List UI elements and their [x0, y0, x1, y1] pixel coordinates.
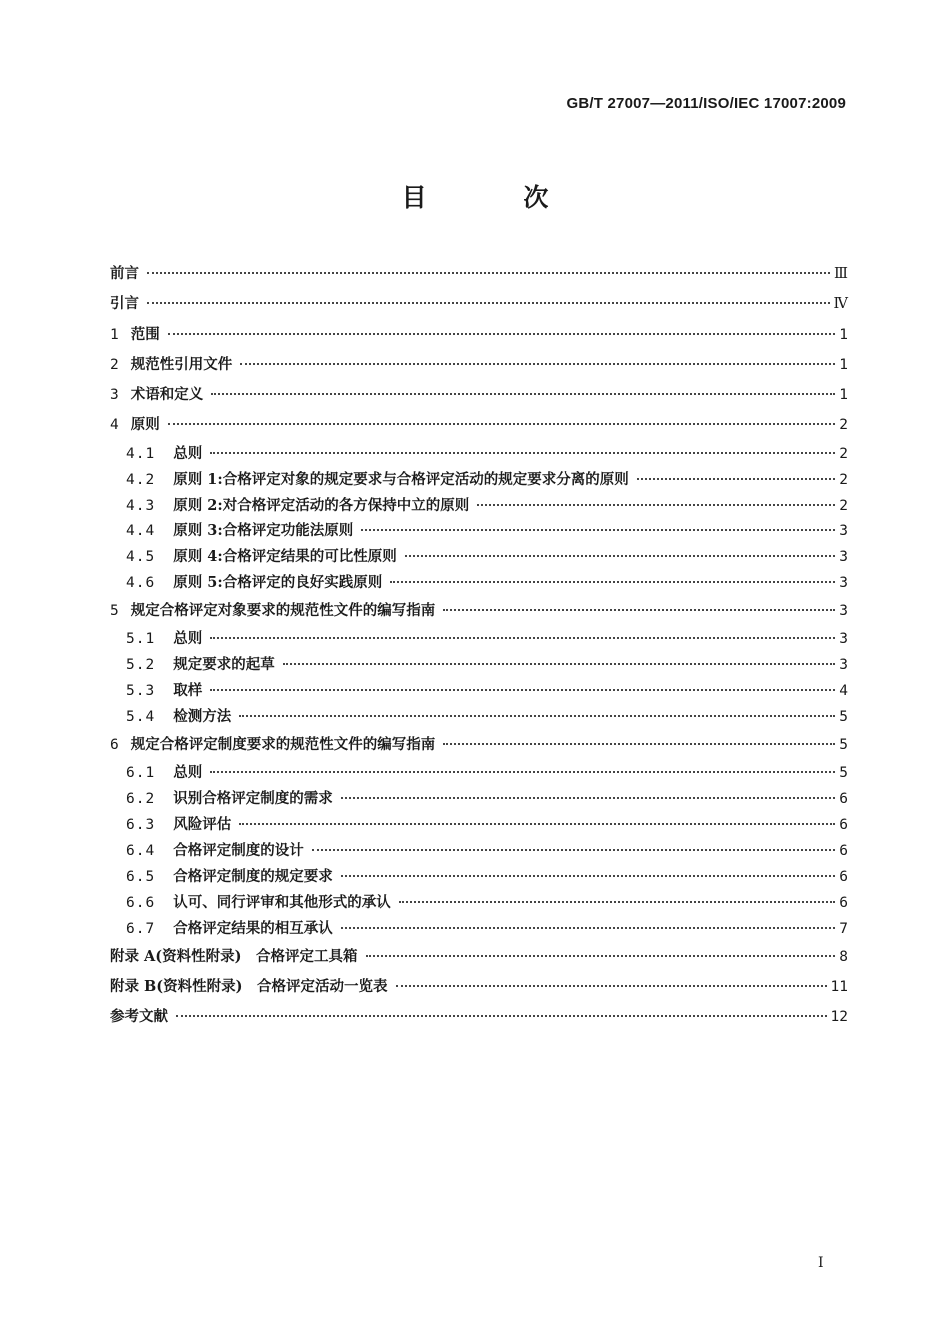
- toc-leader-dots: [210, 771, 835, 773]
- toc-entry-label: 规定合格评定制度要求的规范性文件的编写指南: [130, 735, 436, 753]
- toc-entry-label: 参考文献: [110, 1008, 168, 1026]
- toc-entry-label: 取样: [173, 682, 203, 700]
- toc-leader-dots: [147, 302, 830, 304]
- table-of-contents: [110, 259, 848, 1032]
- toc-entry-page: 2: [839, 497, 848, 514]
- toc-entry-page: 6: [839, 842, 848, 859]
- toc-entry-label: 识别合格评定制度的需求: [173, 790, 333, 808]
- toc-entry[interactable]: [110, 259, 848, 289]
- toc-entry-label: 原则 4:合格评定结果的可比性原则: [173, 548, 397, 566]
- toc-entry-number: 6.4: [126, 842, 156, 859]
- toc-leader-dots: [210, 452, 835, 454]
- toc-entry-page: 4: [839, 683, 848, 700]
- toc-entry-number: 5.1: [126, 631, 156, 648]
- toc-entry-label: 总则: [173, 444, 203, 462]
- toc-entry-label: 引言: [110, 295, 139, 313]
- toc-leader-dots: [366, 955, 836, 957]
- toc-entry[interactable]: [110, 812, 848, 838]
- toc-entry-number: 6.3: [126, 817, 156, 834]
- toc-entry-number: 6.2: [126, 791, 156, 808]
- toc-leader-dots: [210, 689, 835, 691]
- toc-entry-label: 检测方法: [173, 708, 232, 726]
- toc-entry-label: 规定合格评定对象要求的规范性文件的编写指南: [130, 602, 436, 620]
- toc-entry[interactable]: [110, 890, 848, 916]
- toc-entry-page: 3: [839, 523, 848, 540]
- toc-entry-number: 6.7: [126, 920, 156, 937]
- toc-leader-dots: [168, 423, 836, 425]
- toc-entry-label: 原则 1:合格评定对象的规定要求与合格评定活动的规定要求分离的原则: [173, 470, 629, 488]
- toc-entry[interactable]: [110, 596, 848, 626]
- toc-entry[interactable]: [110, 544, 848, 570]
- toc-entry[interactable]: [110, 570, 848, 596]
- toc-entry[interactable]: [110, 626, 848, 652]
- toc-entry[interactable]: [110, 760, 848, 786]
- toc-entry-number: 5.3: [126, 683, 156, 700]
- toc-entry[interactable]: [110, 730, 848, 760]
- toc-entry-page: 1: [839, 356, 848, 373]
- toc-leader-dots: [210, 637, 835, 639]
- toc-entry[interactable]: [110, 493, 848, 519]
- toc-leader-dots: [283, 663, 836, 665]
- toc-leader-dots: [239, 715, 835, 717]
- toc-entry-label: 前言: [110, 265, 139, 282]
- toc-entry-page: 11: [830, 978, 848, 995]
- toc-entry[interactable]: [110, 410, 848, 440]
- toc-entry-number: 4.6: [126, 575, 156, 592]
- toc-entry-number: 3: [110, 387, 119, 404]
- toc-entry-number: 4: [110, 417, 119, 434]
- toc-entry-number: 6.6: [126, 894, 156, 911]
- toc-entry[interactable]: [110, 518, 848, 544]
- toc-entry[interactable]: [110, 441, 848, 467]
- toc-entry-label: 合格评定结果的相互承认: [173, 919, 333, 937]
- toc-entry[interactable]: [110, 838, 848, 864]
- toc-entry-label: 术语和定义: [130, 386, 204, 404]
- toc-entry-page: 2: [839, 445, 848, 462]
- toc-entry-page: 1: [839, 326, 848, 343]
- toc-entry-page: 1: [839, 387, 848, 404]
- toc-leader-dots: [341, 797, 836, 799]
- toc-entry-number: 6.1: [126, 765, 156, 782]
- toc-entry-label: 范围: [130, 325, 160, 343]
- toc-entry-label: 规定要求的起草: [173, 656, 275, 674]
- toc-entry-label: 附录 A(资料性附录) 合格评定工具箱: [110, 947, 358, 965]
- toc-entry-label: 原则 5:合格评定的良好实践原则: [173, 574, 383, 592]
- toc-entry[interactable]: [110, 289, 848, 319]
- toc-leader-dots: [147, 272, 830, 274]
- page-number: I: [818, 1255, 824, 1271]
- toc-entry-number: 5.4: [126, 709, 156, 726]
- toc-entry-label: 认可、同行评审和其他形式的承认: [173, 893, 391, 911]
- toc-entry-number: 4.5: [126, 549, 156, 566]
- toc-entry-page: 2: [839, 471, 848, 488]
- toc-entry-page: 3: [839, 631, 848, 648]
- toc-entry[interactable]: [110, 864, 848, 890]
- toc-entry-page: 6: [839, 817, 848, 834]
- toc-entry-label: 附录 B(资料性附录) 合格评定活动一览表: [110, 977, 388, 995]
- toc-entry-number: 5: [110, 603, 119, 620]
- toc-leader-dots: [341, 875, 836, 877]
- toc-entry-label: 风险评估: [173, 816, 232, 834]
- toc-entry-label: 合格评定制度的规定要求: [173, 867, 333, 885]
- toc-entry-number: 4.3: [126, 497, 156, 514]
- toc-entry-page: 3: [839, 549, 848, 566]
- toc-entry[interactable]: [110, 350, 848, 380]
- toc-entry[interactable]: [110, 467, 848, 493]
- toc-entry-number: 4.1: [126, 445, 156, 462]
- toc-entry[interactable]: [110, 678, 848, 704]
- toc-entry-number: 4.2: [126, 471, 156, 488]
- toc-entry-label: 原则 3:合格评定功能法原则: [173, 522, 354, 540]
- toc-leader-dots: [396, 985, 827, 987]
- toc-entry-page: 5: [839, 709, 848, 726]
- toc-entry-page: 2: [839, 417, 848, 434]
- toc-entry[interactable]: [110, 652, 848, 678]
- toc-leader-dots: [443, 609, 835, 611]
- toc-entry-label: 原则 2:对合格评定活动的各方保持中立的原则: [173, 496, 470, 514]
- toc-entry-label: 合格评定制度的设计: [173, 841, 304, 859]
- toc-entry[interactable]: [110, 1002, 848, 1032]
- toc-entry-number: 5.2: [126, 657, 156, 674]
- toc-entry-page: 6: [839, 791, 848, 808]
- toc-entry[interactable]: [110, 786, 848, 812]
- toc-entry-page: 6: [839, 894, 848, 911]
- toc-leader-dots: [405, 555, 836, 557]
- page-title: 目 次: [401, 183, 593, 212]
- toc-entry-page: 8: [839, 948, 848, 965]
- toc-leader-dots: [477, 504, 835, 506]
- toc-entry[interactable]: [110, 704, 848, 730]
- toc-entry[interactable]: [110, 380, 848, 410]
- standard-code: GB/T 27007—2011/ISO/IEC 17007:2009: [566, 95, 846, 112]
- toc-leader-dots: [240, 363, 835, 365]
- toc-entry[interactable]: [110, 972, 848, 1002]
- toc-entry-number: 2: [110, 356, 119, 373]
- toc-entry-label: 规范性引用文件: [130, 355, 233, 373]
- toc-entry-number: 6.5: [126, 868, 156, 885]
- toc-entry[interactable]: [110, 916, 848, 942]
- toc-entry-label: 原则: [130, 416, 160, 434]
- toc-leader-dots: [443, 743, 835, 745]
- toc-entry-page: 6: [839, 868, 848, 885]
- toc-entry-page: 3: [839, 657, 848, 674]
- toc-entry-label: 总则: [173, 630, 203, 648]
- toc-leader-dots: [211, 393, 835, 395]
- toc-entry-page: 3: [839, 575, 848, 592]
- toc-entry-page: 5: [839, 736, 848, 753]
- toc-entry-page: 3: [839, 603, 848, 620]
- toc-entry-label: 总则: [173, 764, 203, 782]
- toc-leader-dots: [390, 581, 835, 583]
- toc-leader-dots: [168, 333, 836, 335]
- toc-entry[interactable]: [110, 942, 848, 972]
- toc-leader-dots: [176, 1015, 827, 1017]
- toc-leader-dots: [361, 529, 835, 531]
- toc-leader-dots: [239, 823, 835, 825]
- toc-entry-page: 12: [830, 1009, 848, 1026]
- toc-entry-page: Ⅳ: [833, 296, 848, 313]
- toc-entry-page: 7: [839, 920, 848, 937]
- toc-entry[interactable]: [110, 320, 848, 350]
- toc-entry-page: Ⅲ: [834, 266, 848, 282]
- toc-entry-number: 4.4: [126, 523, 156, 540]
- toc-leader-dots: [637, 478, 836, 480]
- toc-leader-dots: [312, 849, 836, 851]
- toc-leader-dots: [341, 927, 836, 929]
- toc-leader-dots: [399, 901, 836, 903]
- toc-entry-number: 1: [110, 326, 119, 343]
- toc-entry-number: 6: [110, 736, 119, 753]
- toc-entry-page: 5: [839, 765, 848, 782]
